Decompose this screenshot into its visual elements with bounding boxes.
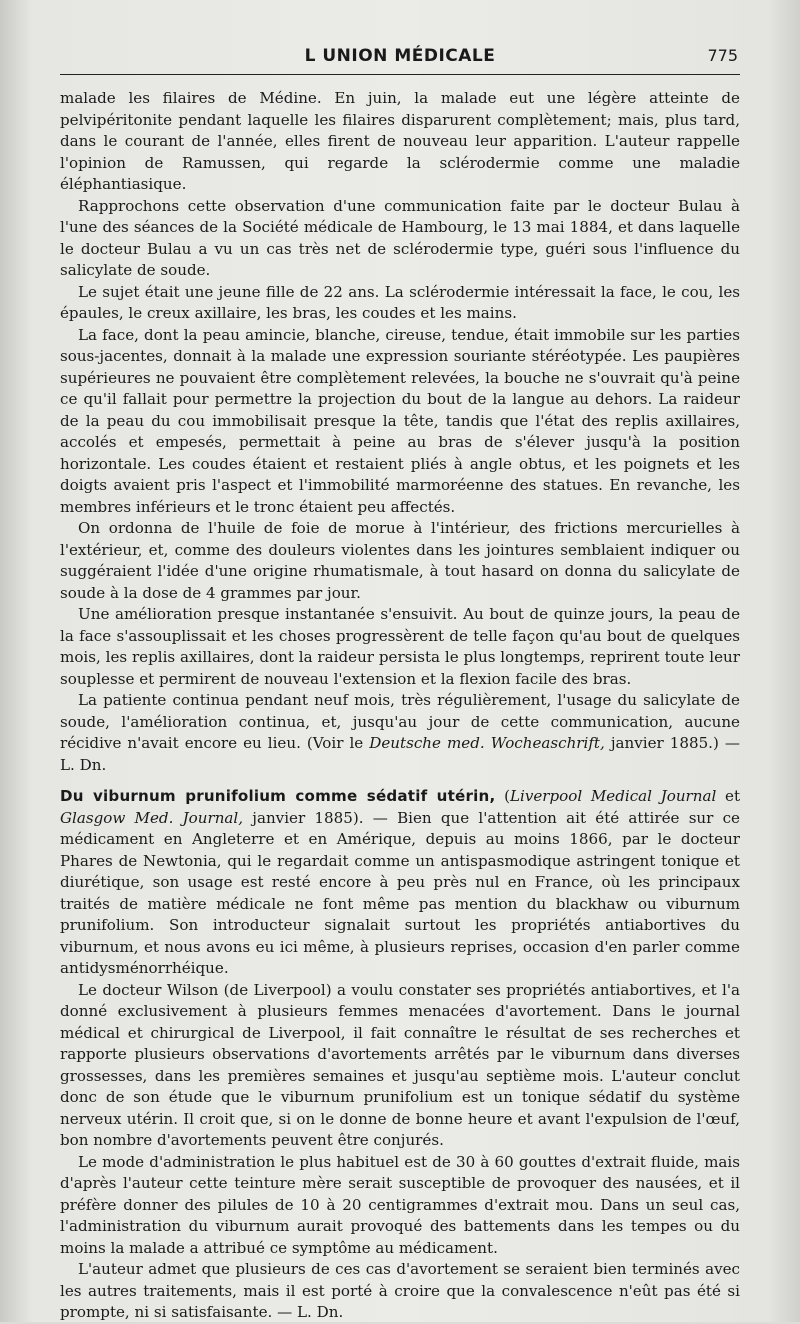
paragraph — [60, 690, 740, 776]
paragraph: malade les filaires de Médine. En juin, la malade eut une légère atteinte de pelvipéritonite pendant laquelle les filaires disparurent complètement; mais, plus tard, dans le courant de l'année, elles firent de nouveau leur apparition. L'auteur rappelle l'opinion de Ramussen, qui regarde la sclérodermie comme une maladie éléphantiasique. — [60, 89, 740, 193]
paragraph: Le docteur Wilson (de Liverpool) a voulu constater ses propriétés antiabortives, et l'a donné exclusivement à plusieurs femmes menacées d'avortement. Dans le journal médical et chirurgical de Liverpool, il fait connaître le résultat de ses recherches et rapporte plusieurs observations d'avortements arrêtés par le viburnum dans diverses grossesses, dans les premières semaines et jusqu'au septième mois. L'auteur conclut donc de son étude que le viburnum prunifolium est un tonique sédatif du système nerveux utérin. Il croit que, si on le donne de bonne heure et avant l'expulsion de l'œuf, bon nombre d'avortements peuvent être conjurés. — [60, 980, 740, 1149]
header-rule — [60, 74, 740, 75]
section-paragraph — [60, 786, 740, 980]
article-body — [60, 88, 740, 1324]
paragraph: L'auteur admet que plusieurs de ces cas d'avortement se seraient bien terminés avec les autres traitements, mais il est porté à croire que la convalescence n'eût pas été si prompte, ni si satisfaisante. — L. Dn. — [60, 1260, 740, 1321]
journal-citation: Liverpool Medical Journal — [509, 787, 717, 805]
ref-open: ( — [495, 787, 510, 805]
section-title: Du viburnum prunifolium comme sédatif utérin, — [60, 787, 496, 805]
paragraph-text: janvier 1885.) — L. Dn. — [60, 734, 740, 774]
paragraph-text: La patiente continua pendant neuf mois, très régulièrement, l'usage du salicylate de soude, l'amélioration continua, et, jusqu'au jour de cette communication, aucune récidive n'avait encore eu lieu. (Voir le — [60, 691, 740, 752]
paragraph: Le sujet était une jeune fille de 22 ans. La sclérodermie intéressait la face, le cou, les épaules, le creux axillaire, les bras, les coudes et les mains. — [60, 282, 740, 322]
running-title: L UNION MÉDICALE — [304, 46, 496, 66]
page-number: 775 — [707, 46, 738, 65]
paragraph: On ordonna de l'huile de foie de morue à l'intérieur, des frictions mercurielles à l'extérieur, et, comme des douleurs violentes dans les jointures semblaient indiquer ou suggéraient l'idée d'une origine rhumatismale, à tout hasard on donna du salicylate de soude à la dose de 4 grammes par jour. — [60, 519, 740, 602]
paragraph-text: janvier 1885). — Bien que l'attention ait été attirée sur ce médicament en Angleterre et en Amérique, depuis au moins 1866, par le docteur Phares de Newtonia, qui le regardait comme un antispasmodique astringent tonique et diurétique, son usage est resté encore à peu près nul en France, où les principaux traités de matière médicale ne font même pas mention du blackhaw ou viburnum prunifolium. Son introducteur signalait surtout les propriétés antiabortives du viburnum, et nous avons eu ici même, à plusieurs reprises, occasion d'en parler comme antidysménorrhéique. — [60, 808, 740, 977]
journal-citation: Glasgow Med. Journal, — [60, 808, 244, 827]
paragraph: Le mode d'administration le plus habituel est de 30 à 60 gouttes d'extrait fluide, mais d'après l'auteur cette teinture mère serait susceptible de provoquer des nausées, et il préfère donner des pilules de 10 à 20 centigrammes d'extrait mou. Dans un seul cas, l'administration du viburnum aurait provoqué des battements dans les tempes ou du moins la malade a attribué ce symptôme au médicament. — [60, 1152, 740, 1257]
ref-and: et — [716, 787, 741, 805]
page-header — [62, 40, 738, 70]
journal-citation: Deutsche med. Wocheaschrift, — [369, 734, 605, 752]
paragraph: Une amélioration presque instantanée s'ensuivit. Au bout de quinze jours, la peau de la face s'assouplissait et les choses progressèrent de telle façon qu'au bout de quelques mois, les replis axillaires, dont la raideur persista le plus longtemps, reprirent toute leur souplesse et permirent de nouveau l'extension et la flexion facile des bras. — [60, 605, 740, 688]
paragraph: La face, dont la peau amincie, blanche, cireuse, tendue, était immobile sur les parties sous-jacentes, donnait à la malade une expression souriante stéréotypée. Les paupières supérieures ne pouvaient être complètement relevées, la bouche ne s'ouvrait qu'à peine ce qu'il fallait pour permettre la projection du bout de la langue au dehors. La raideur de la peau du cou immobilisait presque la tête, tandis que l'état des replis axillaires, accolés et empesés, permettait à peine au bras de s'élever jusqu'à la position horizontale. Les coudes étaient et restaient pliés à angle obtus, et les poignets et les doigts avaient pris l'aspect et l'immobilité marmoréenne des statues. En revanche, les membres inférieurs et le tronc étaient peu affectés. — [60, 325, 740, 516]
paragraph: Rapprochons cette observation d'une communication faite par le docteur Bulau à l'une des séances de la Société médicale de Hambourg, le 13 mai 1884, et dans laquelle le docteur Bulau a vu un cas très net de sclérodermie type, guéri sous l'influence du salicylate de soude. — [60, 196, 740, 279]
